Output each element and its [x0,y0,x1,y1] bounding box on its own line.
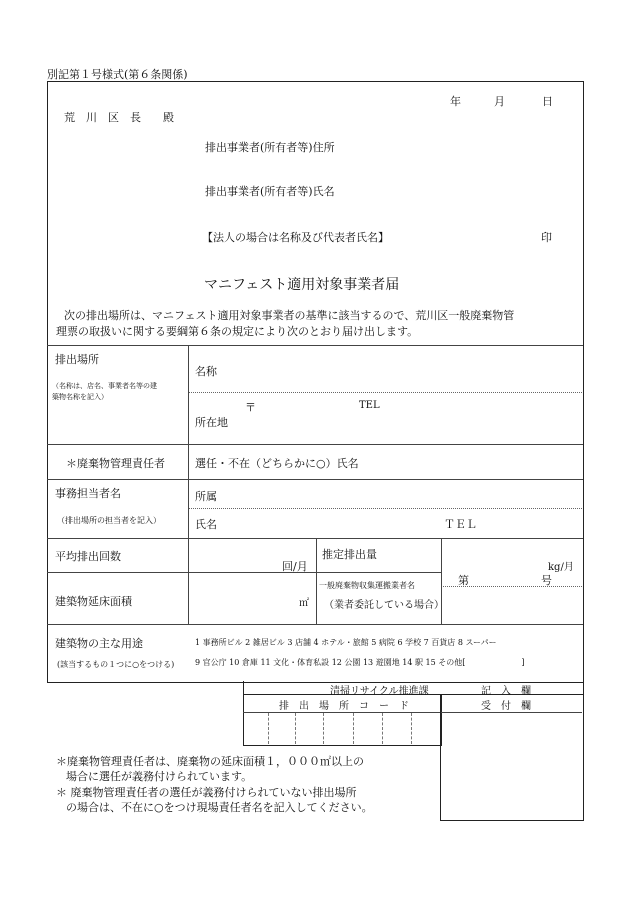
site-tel-label: TEL [359,400,380,411]
code-cell-divider [411,713,412,744]
permit-number-prefix: 第 [458,574,469,587]
site-name-label: 名称 [195,365,217,378]
row-divider [47,572,441,573]
row-divider [47,479,583,480]
seal-mark: 印 [541,231,552,244]
frequency-label: 平均排出回数 [55,550,121,563]
date-year-label: 年 [450,95,461,108]
note-2-line-1: ＊ 廃棄物管理責任者の選任が義務付けられていない排出場所 [56,786,357,799]
date-month-label: 月 [494,95,505,108]
form-number: 別記第１号様式(第６条関係) [47,68,188,81]
affiliation-label: 所属 [195,490,217,503]
floor-area-unit: ㎡ [299,598,309,609]
manager-label: ＊廃棄物管理責任者 [66,457,165,470]
note-1-line-1: ＊廃棄物管理責任者は、廃棄物の延床面積１，０００㎡以上の [56,755,364,768]
code-cell-divider [295,713,296,744]
contractor-label: 一般廃棄物収集運搬業者名 [319,581,415,590]
building-use-options-line-1: 1 事務所ビル 2 雑居ビル 3 店舗 4 ホテル・旅館 5 病院 6 学校 7 百貨店 8 スーパー [195,638,497,647]
discharge-code-label: 排 出 場 所 コ ー ド [279,701,409,712]
code-cell-divider [323,713,324,744]
contractor-note: （業者委託している場合） [324,600,444,611]
code-cell-divider [353,713,354,744]
contact-tel-label: ＴＥＬ [444,518,477,531]
receipt-label: 受 付 欄 [481,701,531,712]
row-divider [188,508,582,509]
permit-number-suffix: 号 [541,574,552,587]
row-divider [47,345,583,346]
note-2-line-2: の場合は、不在に○をつけ現場責任者名を記入してください。 [66,801,373,814]
site-label: 排出場所 [55,353,99,366]
frequency-unit: 回/月 [282,560,308,573]
code-cell-divider [268,713,269,744]
receipt-box [440,695,584,821]
floor-area-label: 建築物延床面積 [55,595,132,608]
column-divider [316,538,317,624]
office-dept-label: 清掃リサイクル推進課 [330,686,429,697]
building-use-options-line-2: 9 官公庁 10 倉庫 11 文化・体育私設 12 公園 13 遊園地 14 駅 15 その他[ ] [195,658,525,667]
note-1-line-2: 場合に選任が義務付けられています。 [66,770,253,783]
site-note-line-1: （名称は、店名、事業者名等の建 [52,382,157,390]
office-fill-label: 記 入 欄 [481,686,531,697]
building-use-label: 建築物の主な用途 [55,637,143,650]
amount-unit: kg/月 [548,562,574,573]
contact-name-label: 氏名 [195,518,217,531]
intro-line-1: 次の排出場所は、マニフェスト適用対象事業者の基準に該当するので、荒川区一般廃棄物管 [64,309,515,322]
row-divider [188,392,582,393]
corporate-note: 【法人の場合は名称及び代表者氏名】 [202,231,389,244]
addressee: 荒 川 区 長 殿 [64,111,174,124]
date-day-label: 日 [542,95,553,108]
receipt-box-divider [441,712,582,713]
owner-address-label: 排出事業者(所有者等)住所 [205,141,335,154]
row-divider [47,624,583,625]
amount-label: 推定排出量 [322,548,377,561]
column-divider [188,345,189,624]
row-divider [47,538,583,539]
building-use-note: (該当するもの１つに○をつける) [57,660,175,669]
intro-line-2: 理票の取扱いに関する要綱第６条の規定により次のとおり届け出します。 [56,325,419,338]
form-title: マニフェスト適用対象事業者届 [204,277,400,293]
site-note-line-2: 築物名称を記入） [52,393,108,401]
manager-field: 選任・不在（どちらかに○）氏名 [195,457,359,470]
site-location-label: 所在地 [195,416,228,429]
row-divider [47,444,583,445]
contact-note: （排出場所の担当者を記入） [57,516,161,525]
contact-label: 事務担当者名 [55,487,121,500]
column-divider [441,538,442,624]
code-cell-divider [382,713,383,744]
postal-mark: 〒 [245,401,256,414]
owner-name-label: 排出事業者(所有者等)氏名 [205,185,335,198]
